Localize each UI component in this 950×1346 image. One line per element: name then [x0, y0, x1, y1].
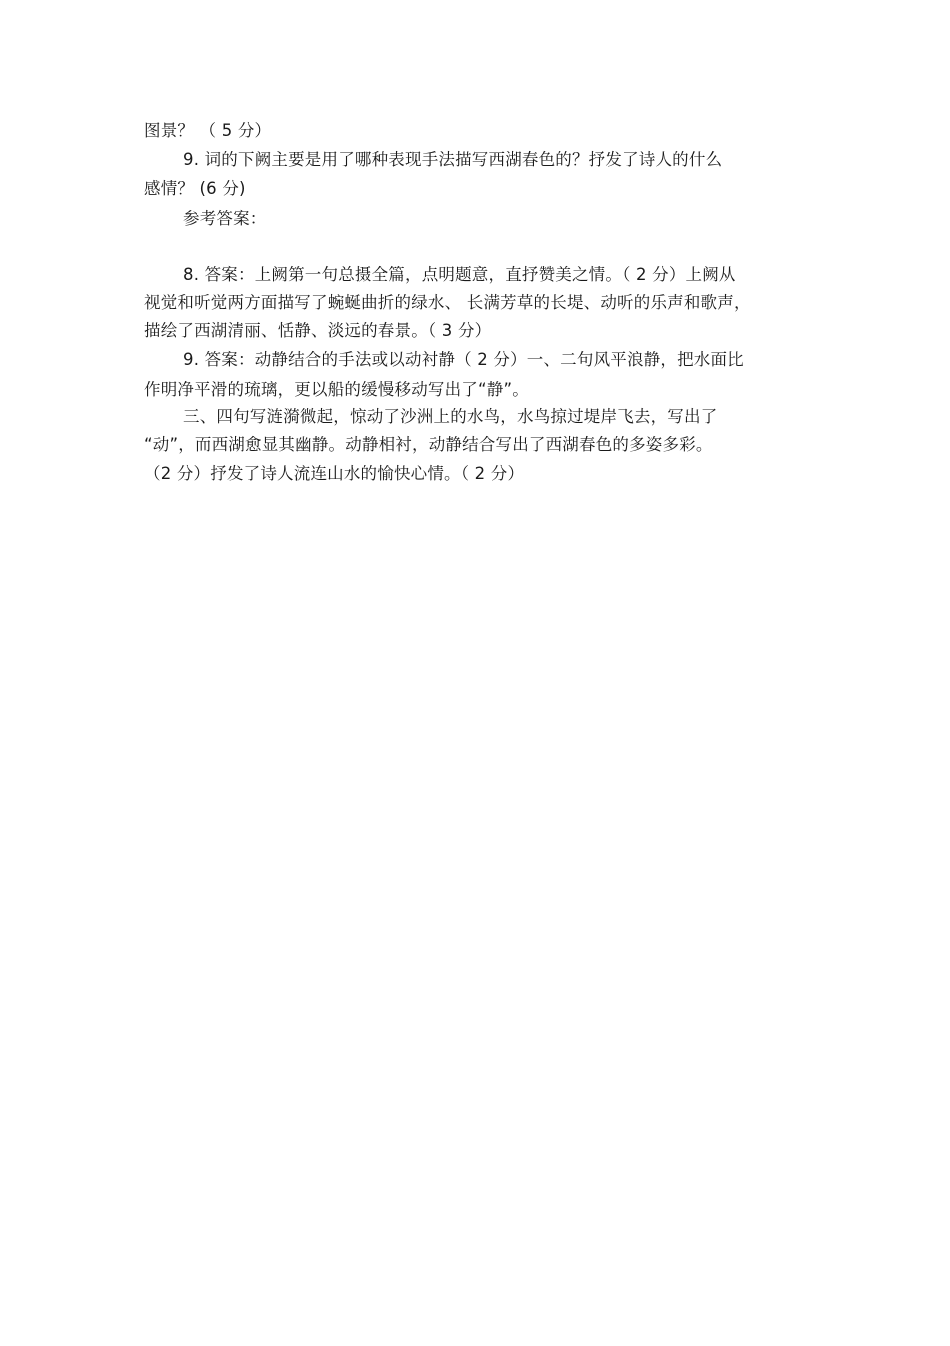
question-9-line-1: 9. 词的下阙主要是用了哪种表现手法描写西湖春色的？抒发了诗人的什么 — [183, 150, 723, 169]
reference-answer-heading: 参考答案： — [183, 209, 267, 228]
answer-8-line-2: 视觉和听觉两方面描写了蜿蜒曲折的绿水、 长满芳草的长堤、动听的乐声和歌声， — [144, 293, 751, 312]
answer-8-line-1: 8. 答案：上阙第一句总摄全篇，点明题意，直抒赞美之情。（ 2 分）上阙从 — [183, 265, 736, 284]
answer-9-line-1: 9. 答案：动静结合的手法或以动衬静（ 2 分）一、二句风平浪静，把水面比 — [183, 350, 744, 369]
answer-9-line-5: （2 分）抒发了诗人流连山水的愉快心情。（ 2 分） — [144, 464, 525, 483]
answer-8-line-3: 描绘了西湖清丽、恬静、淡远的春景。（ 3 分） — [144, 321, 492, 340]
question-9-line-2: 感情？ (6 分) — [144, 179, 246, 198]
answer-9-line-2: 作明净平滑的琉璃，更以船的缓慢移动写出了“静”。 — [144, 380, 529, 399]
answer-9-line-3: 三、四句写涟漪微起，惊动了沙洲上的水鸟，水鸟掠过堤岸飞去，写出了 — [183, 407, 718, 426]
question-8-tail: 图景？ （ 5 分） — [144, 121, 272, 140]
answer-9-line-4: “动”，而西湖愈显其幽静。动静相衬，动静结合写出了西湖春色的多姿多彩。 — [144, 435, 713, 454]
